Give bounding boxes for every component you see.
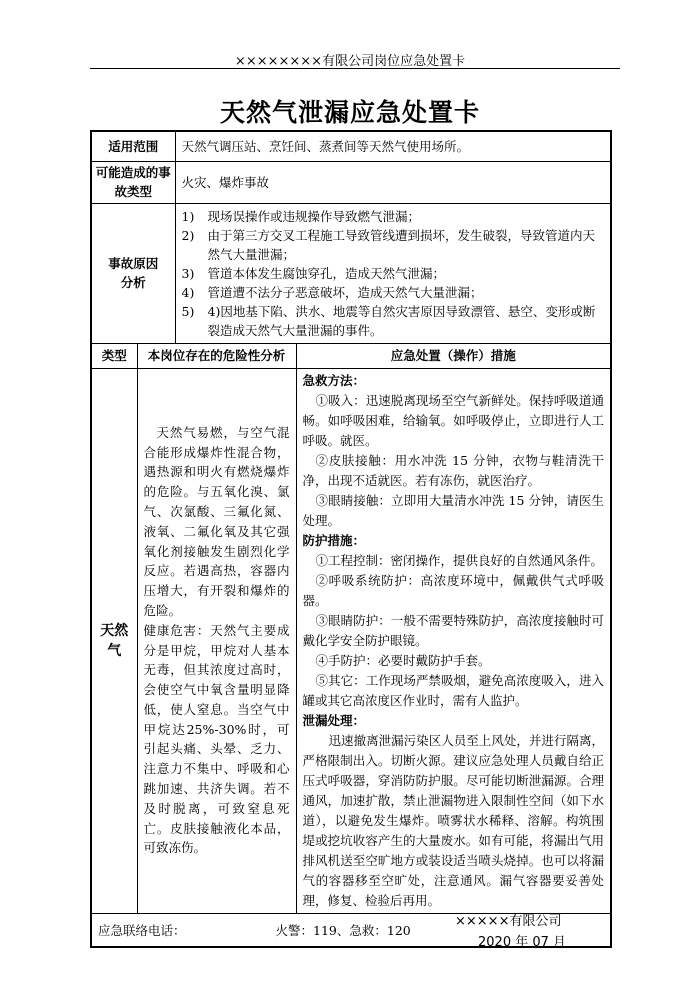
protection-item: ⑤其它：工作现场严禁吸烟，避免高浓度吸入，进入罐或其它高浓度区作业时，需有人监护。 [302, 672, 605, 708]
first-aid-heading: 急救方法： [302, 372, 366, 388]
first-aid-item: ①吸入：迅速脱离现场至空气新鲜处。保持呼吸道通畅。如呼吸困难，给输氧。如呼吸停止，立即进行人工呼吸。就医。 [302, 392, 605, 448]
cause-item: 4) 管道遭不法分子恶意破坏，造成天然气大量泄漏； [181, 284, 483, 300]
leak-heading: 泄漏处理： [302, 712, 366, 728]
page-header: ××××××××有限公司岗位应急处置卡 [234, 54, 466, 69]
type-column-header: 类型 [91, 343, 137, 368]
cause-item: 5) 4)因地基下陷、洪水、地震等自然灾害原因导致漂管、悬空、变形或断裂造成天然气大量泄漏的事件。 [181, 303, 596, 338]
gas-type-cell: 天然气 [91, 368, 137, 913]
hazard-analysis [137, 368, 296, 913]
first-aid-item: ③眼睛接触：立即用大量清水冲洗 15 分钟，请医生处理。 [302, 492, 605, 528]
protection-heading: 防护措施： [302, 532, 366, 548]
protection-item: ②呼吸系统防护：高浓度环境中，佩戴供气式呼吸器。 [302, 572, 605, 608]
cause-item: 1) 现场误操作或违规操作导致燃气泄漏； [181, 208, 421, 224]
protection-item: ①工程控制：密闭操作，提供良好的自然通风条件。 [315, 552, 604, 568]
accident-row [91, 161, 611, 203]
cause-item: 3) 管道本体发生腐蚀穿孔，造成天然气泄漏； [181, 265, 446, 281]
contact-value: 火警：119、急救：120 [275, 922, 411, 938]
hazard-column-header: 本岗位存在的危险性分析 [137, 343, 296, 368]
hazard-paragraph: 天然气易燃，与空气混合能形成爆炸性混合物，遇热源和明火有燃烧爆炸的危险。与五氧化溴、氯气、次氯酸、三氟化氮、液氧、二氟化氧及其它强氧化剂接触发生剧烈化学反应。若遇高热，容器内压增大，有开裂和爆炸的危险。 [143, 424, 290, 618]
hazard-paragraph: 健康危害：天然气主要成分是甲烷，甲烷对人基本无毒，但其浓度过高时，会使空气中氧含量明显降低，使人窒息。当空气中甲烷达25%-30%时，可引起头痛、头晕、乏力、注意力不集中、呼吸和心跳加速、共济失调。若不及时脱离，可致窒息死亡。皮肤接触液化本品，可致冻伤。 [143, 622, 290, 856]
accident-value: 火灾、爆炸事故 [175, 161, 611, 203]
protection-item: ③眼睛防护：一般不需要特殊防护，高浓度接触时可戴化学安全防护眼镜。 [302, 612, 605, 648]
page-title: 天然气泄漏应急处置卡 [219, 98, 480, 127]
first-aid-item: ②皮肤接触：用水冲洗 15 分钟，衣物与鞋清洗干净，出现不适就医。若有冻伤，就医治疗。 [302, 452, 605, 488]
contact-label: 应急联络电话： [98, 922, 186, 938]
cause-list [175, 203, 611, 343]
cause-item: 2) 由于第三方交叉工程施工导致管线遭到损坏，发生破裂，导致管道内天然气大量泄漏； [181, 227, 596, 262]
emergency-card-table [90, 130, 612, 948]
scope-row [91, 131, 611, 161]
column-header-row [91, 343, 611, 368]
scope-value: 天然气调压站、烹饪间、蒸煮间等天然气使用场所。 [175, 131, 611, 161]
protection-item: ④手防护：必要时戴防护手套。 [315, 652, 491, 668]
leak-text: 迅速撤离泄漏污染区人员至上风处，并进行隔离，严格限制出入。切断火源。建议应急处理人员戴自给正压式呼吸器，穿消防防护服。尽可能切断泄漏源。合理通风，加速扩散，禁止泄漏物进入限制性空间（如下水道），以避免发生爆炸。喷雾状水稀释、溶解。构筑围堤或挖坑收容产生的大量废水。如有可能，将漏出气用排风机送至空旷地方或装设适当喷头烧掉。也可以将漏气的容器移至空旷处，注意通风。漏气容器要妥善处理，修复、检验后再用。 [302, 732, 605, 908]
cause-label: 事故原因分析 [91, 203, 175, 343]
accident-label: 可能造成的事故类型 [91, 161, 175, 203]
content-row [91, 368, 611, 913]
emergency-measures [296, 368, 611, 913]
measures-column-header: 应急处置（操作）措施 [296, 343, 611, 368]
cause-row [91, 203, 611, 343]
scope-label: 适用范围 [91, 131, 175, 161]
header-divider [90, 68, 620, 69]
